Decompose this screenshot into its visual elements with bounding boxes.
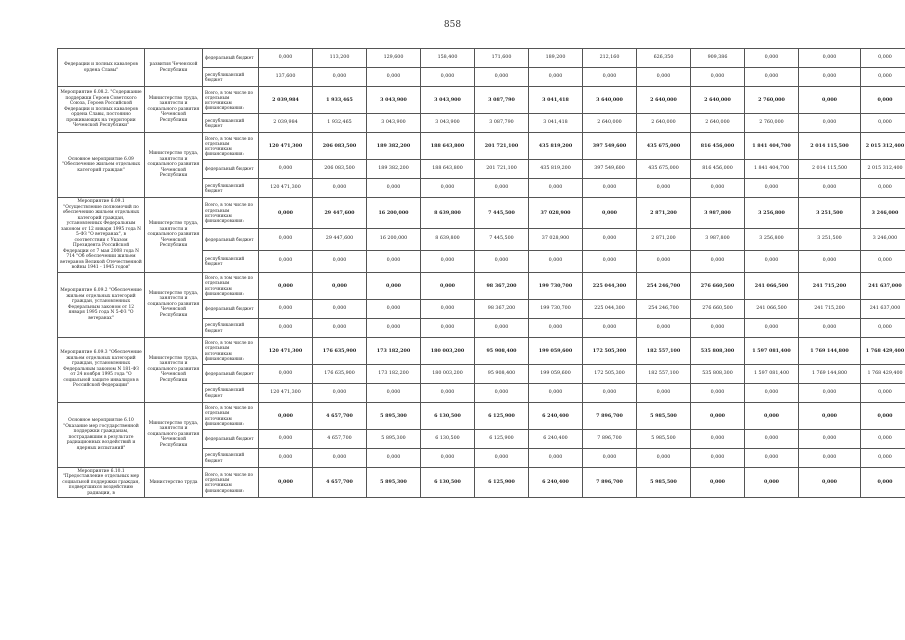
value-cell: 0,000 (259, 198, 313, 229)
value-cell: 0,000 (421, 250, 475, 272)
table-row (58, 49, 905, 68)
value-cell: 0,000 (799, 467, 861, 498)
value-cell: 188 643,800 (421, 133, 475, 160)
measure-cell: Основное мероприятие 6.09 "Обеспечение жильем отдельных категорий граждан" (58, 133, 145, 198)
measure-cell: Мероприятие 6.09.3 "Обеспечение жильем отдельных категорий граждан, установленных Федеральным законом N 181-ФЗ от 24 ноября 1995 года "О социальной защите инвалидов в Российской Федерации" (58, 337, 145, 402)
value-cell: 176 635,900 (313, 337, 367, 364)
source-cell: республиканский бюджет (203, 383, 259, 402)
value-cell: 0,000 (259, 250, 313, 272)
value-cell: 3 256,800 (745, 228, 799, 250)
value-cell: 0,000 (861, 318, 905, 337)
value-cell: 6 125,900 (475, 467, 529, 498)
value-cell: 5 895,300 (367, 402, 421, 429)
source-cell: федеральный бюджет (203, 49, 259, 68)
value-cell: 7 445,500 (475, 198, 529, 229)
value-cell: 0,000 (259, 364, 313, 383)
source-cell: республиканский бюджет (203, 114, 259, 133)
value-cell: 0,000 (861, 179, 905, 198)
value-cell: 0,000 (529, 179, 583, 198)
value-cell: 6 125,900 (475, 429, 529, 448)
value-cell: 0,000 (313, 250, 367, 272)
value-cell: 5 985,500 (637, 402, 691, 429)
value-cell: 241 066,500 (745, 272, 799, 299)
value-cell: 0,000 (861, 49, 905, 68)
value-cell: 0,000 (421, 299, 475, 318)
value-cell: 241 066,500 (745, 299, 799, 318)
value-cell: 0,000 (475, 318, 529, 337)
value-cell: 182 557,100 (637, 337, 691, 364)
value-cell: 2 015 312,400 (861, 160, 905, 179)
value-cell: 0,000 (259, 160, 313, 179)
value-cell: 212,160 (583, 49, 637, 68)
value-cell: 2 640,000 (691, 114, 745, 133)
value-cell: 0,000 (583, 228, 637, 250)
value-cell: 2 871,200 (637, 198, 691, 229)
value-cell: 0,000 (745, 383, 799, 402)
value-cell: 0,000 (529, 68, 583, 87)
value-cell: 199 059,600 (529, 337, 583, 364)
value-cell: 158,400 (421, 49, 475, 68)
value-cell: 0,000 (745, 49, 799, 68)
value-cell: 276 660,500 (691, 272, 745, 299)
value-cell: 2 640,000 (691, 87, 745, 114)
value-cell: 435 675,000 (637, 160, 691, 179)
value-cell: 0,000 (259, 228, 313, 250)
value-cell: 172 505,300 (583, 337, 637, 364)
value-cell: 0,000 (367, 299, 421, 318)
value-cell: 3 041,418 (529, 114, 583, 133)
value-cell: 0,000 (745, 318, 799, 337)
value-cell: 0,000 (475, 383, 529, 402)
value-cell: 0,000 (313, 318, 367, 337)
value-cell: 0,000 (799, 383, 861, 402)
source-cell: республиканский бюджет (203, 250, 259, 272)
value-cell: 0,000 (691, 318, 745, 337)
value-cell: 2 039,984 (259, 114, 313, 133)
measure-cell: Мероприятие 6.08.2. "Содержание поддержки Героев Советского Союза, Героев Российской Федерации и полных кавалеров ордена Славы, постоянно проживающих на территории Чеченской Республики" (58, 87, 145, 133)
value-cell: 0,000 (529, 448, 583, 467)
value-cell: 0,000 (745, 429, 799, 448)
value-cell: 201 721,100 (475, 133, 529, 160)
value-cell: 0,000 (583, 318, 637, 337)
value-cell: 29 447,600 (313, 198, 367, 229)
value-cell: 435 675,000 (637, 133, 691, 160)
value-cell: 435 819,200 (529, 160, 583, 179)
value-cell: 3 987,800 (691, 198, 745, 229)
value-cell: 206 083,500 (313, 133, 367, 160)
value-cell: 3 640,000 (583, 87, 637, 114)
measure-cell: Мероприятие 6.09.1 "Осуществление полномочий по обеспечению жильем отдельных категорий граждан, установленных Федеральным законом от 12 января 1995 года N 5-ФЗ "О ветеранах", в соответствии с Указом Президента Российской Федерации от 7 мая 2008 года N 714 "Об обеспечении жильем ветеранов Великой Отечественной войны 1941 - 1945 годов" (58, 198, 145, 273)
value-cell: 0,000 (367, 318, 421, 337)
value-cell: 0,000 (259, 429, 313, 448)
value-cell: 188 643,800 (421, 160, 475, 179)
source-cell: федеральный бюджет (203, 364, 259, 383)
measure-cell: Федерации и полных кавалеров ордена Славы" (58, 49, 145, 87)
value-cell: 37 028,900 (529, 198, 583, 229)
value-cell: 0,000 (861, 87, 905, 114)
measure-cell: Мероприятие 6.10.1 "Предоставление отдельных мер социальной поддержки граждан, подвергшихся воздействию радиации, в (58, 467, 145, 498)
value-cell: 120 471,300 (259, 179, 313, 198)
value-cell: 3 987,800 (691, 228, 745, 250)
value-cell: 0,000 (799, 402, 861, 429)
value-cell: 3 043,900 (421, 87, 475, 114)
value-cell: 0,000 (637, 250, 691, 272)
table-row (58, 337, 905, 364)
value-cell: 6 130,500 (421, 402, 475, 429)
value-cell: 0,000 (691, 383, 745, 402)
value-cell: 0,000 (799, 429, 861, 448)
value-cell: 0,000 (799, 114, 861, 133)
value-cell: 0,000 (313, 179, 367, 198)
value-cell: 0,000 (421, 272, 475, 299)
value-cell: 6 240,400 (529, 429, 583, 448)
value-cell: 3 251,500 (799, 228, 861, 250)
value-cell: 0,000 (691, 250, 745, 272)
value-cell: 199 730,700 (529, 272, 583, 299)
value-cell: 95 908,400 (475, 337, 529, 364)
value-cell: 206 083,500 (313, 160, 367, 179)
value-cell: 2 640,000 (637, 87, 691, 114)
value-cell: 171,600 (475, 49, 529, 68)
value-cell: 0,000 (421, 318, 475, 337)
table-row (58, 198, 905, 229)
value-cell: 172 505,300 (583, 364, 637, 383)
value-cell: 3 087,790 (475, 114, 529, 133)
responsible-cell: Министерство труда, занятости и социального развития Чеченской Республики (145, 133, 203, 198)
value-cell: 201 721,100 (475, 160, 529, 179)
value-cell: 0,000 (259, 402, 313, 429)
value-cell: 0,000 (691, 402, 745, 429)
value-cell: 0,000 (529, 318, 583, 337)
value-cell: 0,000 (799, 49, 861, 68)
value-cell: 4 657,700 (313, 429, 367, 448)
value-cell: 0,000 (583, 250, 637, 272)
value-cell: 189 382,200 (367, 160, 421, 179)
value-cell: 0,000 (313, 272, 367, 299)
value-cell: 2 014 115,500 (799, 133, 861, 160)
value-cell: 6 240,400 (529, 467, 583, 498)
value-cell: 0,000 (861, 429, 905, 448)
responsible-cell: Министерство труда, занятости и социального развития Чеченской Республики (145, 337, 203, 402)
responsible-cell: развития Чеченской Республики (145, 49, 203, 87)
value-cell: 0,000 (583, 68, 637, 87)
value-cell: 129,600 (367, 49, 421, 68)
value-cell: 137,600 (259, 68, 313, 87)
value-cell: 2 760,000 (745, 114, 799, 133)
value-cell: 0,000 (861, 250, 905, 272)
value-cell: 0,000 (637, 179, 691, 198)
value-cell: 0,000 (637, 383, 691, 402)
value-cell: 5 985,500 (637, 429, 691, 448)
measure-cell: Мероприятие 6.09.2 "Обеспечение жильем отдельных категорий граждан, установленных Федеральным законом от 12 января 1995 года N 5-ФЗ "О ветеранах" (58, 272, 145, 337)
value-cell: 0,000 (259, 467, 313, 498)
value-cell: 29 447,600 (313, 228, 367, 250)
value-cell: 0,000 (259, 49, 313, 68)
value-cell: 0,000 (367, 383, 421, 402)
source-cell: Всего, в том числе по отдельным источникам финансирования: (203, 337, 259, 364)
value-cell: 0,000 (799, 68, 861, 87)
value-cell: 3 043,900 (367, 114, 421, 133)
value-cell: 0,000 (799, 318, 861, 337)
value-cell: 0,000 (799, 448, 861, 467)
value-cell: 98 367,200 (475, 272, 529, 299)
value-cell: 0,000 (637, 318, 691, 337)
value-cell: 0,000 (637, 448, 691, 467)
value-cell: 120 471,300 (259, 337, 313, 364)
value-cell: 3 087,790 (475, 87, 529, 114)
value-cell: 276 660,500 (691, 299, 745, 318)
value-cell: 0,000 (367, 448, 421, 467)
value-cell: 0,000 (367, 68, 421, 87)
value-cell: 7 896,700 (583, 467, 637, 498)
value-cell: 0,000 (259, 448, 313, 467)
value-cell: 0,000 (861, 114, 905, 133)
value-cell: 0,000 (745, 68, 799, 87)
value-cell: 0,000 (421, 448, 475, 467)
source-cell: республиканский бюджет (203, 318, 259, 337)
value-cell: 16 200,000 (367, 198, 421, 229)
value-cell: 0,000 (313, 68, 367, 87)
table-row (58, 87, 905, 114)
page-number: 858 (443, 20, 462, 30)
value-cell: 113,200 (313, 49, 367, 68)
value-cell: 0,000 (529, 250, 583, 272)
value-cell: 0,000 (583, 448, 637, 467)
value-cell: 241 715,200 (799, 299, 861, 318)
value-cell: 4 657,700 (313, 402, 367, 429)
source-cell: республиканский бюджет (203, 448, 259, 467)
value-cell: 225 044,300 (583, 272, 637, 299)
table-row (58, 272, 905, 299)
source-cell: федеральный бюджет (203, 160, 259, 179)
value-cell: 1 769 144,800 (799, 364, 861, 383)
value-cell: 909,386 (691, 49, 745, 68)
value-cell: 816 456,000 (691, 133, 745, 160)
value-cell: 182 557,100 (637, 364, 691, 383)
value-cell: 1 768 429,400 (861, 337, 905, 364)
value-cell: 3 043,900 (421, 114, 475, 133)
value-cell: 0,000 (475, 68, 529, 87)
value-cell: 6 130,500 (421, 429, 475, 448)
value-cell: 1 597 081,400 (745, 364, 799, 383)
value-cell: 0,000 (313, 299, 367, 318)
value-cell: 241 637,000 (861, 299, 905, 318)
source-cell: федеральный бюджет (203, 299, 259, 318)
table-row (58, 402, 905, 429)
value-cell: 95 908,400 (475, 364, 529, 383)
value-cell: 98 367,200 (475, 299, 529, 318)
value-cell: 173 182,200 (367, 364, 421, 383)
value-cell: 0,000 (475, 250, 529, 272)
budget-table (57, 48, 905, 498)
value-cell: 2 015 312,400 (861, 133, 905, 160)
source-cell: федеральный бюджет (203, 228, 259, 250)
value-cell: 180 003,200 (421, 364, 475, 383)
value-cell: 120 471,300 (259, 133, 313, 160)
value-cell: 1 933,465 (313, 87, 367, 114)
value-cell: 3 251,500 (799, 198, 861, 229)
value-cell: 0,000 (861, 383, 905, 402)
value-cell: 0,000 (745, 250, 799, 272)
value-cell: 0,000 (637, 68, 691, 87)
value-cell: 241 637,000 (861, 272, 905, 299)
value-cell: 4 657,700 (313, 467, 367, 498)
value-cell: 397 549,600 (583, 133, 637, 160)
value-cell: 0,000 (583, 179, 637, 198)
value-cell: 7 445,500 (475, 228, 529, 250)
value-cell: 0,000 (799, 179, 861, 198)
value-cell: 0,000 (745, 448, 799, 467)
value-cell: 535 808,300 (691, 364, 745, 383)
value-cell: 0,000 (583, 198, 637, 229)
value-cell: 0,000 (475, 179, 529, 198)
responsible-cell: Министерство труда (145, 467, 203, 498)
value-cell: 0,000 (691, 429, 745, 448)
source-cell: Всего, в том числе по отдельным источникам финансирования: (203, 467, 259, 498)
value-cell: 0,000 (421, 179, 475, 198)
value-cell: 37 028,900 (529, 228, 583, 250)
value-cell: 189,200 (529, 49, 583, 68)
value-cell: 2 871,200 (637, 228, 691, 250)
value-cell: 6 125,900 (475, 402, 529, 429)
value-cell: 199 730,700 (529, 299, 583, 318)
value-cell: 0,000 (799, 87, 861, 114)
value-cell: 2 760,000 (745, 87, 799, 114)
value-cell: 0,000 (691, 179, 745, 198)
value-cell: 0,000 (313, 448, 367, 467)
value-cell: 0,000 (861, 402, 905, 429)
budget-table-body (58, 49, 905, 498)
value-cell: 8 639,800 (421, 228, 475, 250)
value-cell: 0,000 (367, 179, 421, 198)
value-cell: 3 246,000 (861, 198, 905, 229)
value-cell: 1 841 404,700 (745, 133, 799, 160)
responsible-cell: Министерство труда, занятости и социального развития Чеченской Республики (145, 87, 203, 133)
value-cell: 0,000 (745, 402, 799, 429)
value-cell: 5 985,500 (637, 467, 691, 498)
value-cell: 0,000 (259, 272, 313, 299)
value-cell: 1 597 081,400 (745, 337, 799, 364)
value-cell: 6 240,400 (529, 402, 583, 429)
value-cell: 2 640,000 (583, 114, 637, 133)
value-cell: 225 044,300 (583, 299, 637, 318)
value-cell: 0,000 (861, 448, 905, 467)
value-cell: 7 896,700 (583, 402, 637, 429)
value-cell: 0,000 (745, 179, 799, 198)
value-cell: 199 059,600 (529, 364, 583, 383)
source-cell: Всего, в том числе по отдельным источникам финансирования: (203, 402, 259, 429)
value-cell: 816 456,000 (691, 160, 745, 179)
value-cell: 6 130,500 (421, 467, 475, 498)
value-cell: 0,000 (421, 68, 475, 87)
responsible-cell: Министерство труда, занятости и социального развития Чеченской Республики (145, 272, 203, 337)
value-cell: 1 768 429,400 (861, 364, 905, 383)
table-row (58, 467, 905, 498)
value-cell: 0,000 (745, 467, 799, 498)
source-cell: Всего, в том числе по отдельным источникам финансирования: (203, 198, 259, 229)
responsible-cell: Министерство труда, занятости и социального развития Чеченской Республики (145, 402, 203, 467)
value-cell: 2 640,000 (637, 114, 691, 133)
value-cell: 1 932,465 (313, 114, 367, 133)
responsible-cell: Министерство труда, занятости и социального развития Чеченской Республики (145, 198, 203, 273)
value-cell: 1 841 404,700 (745, 160, 799, 179)
value-cell: 16 200,000 (367, 228, 421, 250)
source-cell: Всего, в том числе по отдельным источникам финансирования: (203, 87, 259, 114)
value-cell: 173 182,200 (367, 337, 421, 364)
value-cell: 241 715,200 (799, 272, 861, 299)
value-cell: 0,000 (691, 68, 745, 87)
value-cell: 0,000 (583, 383, 637, 402)
value-cell: 3 256,800 (745, 198, 799, 229)
value-cell: 0,000 (691, 467, 745, 498)
value-cell: 0,000 (691, 448, 745, 467)
value-cell: 2 014 115,500 (799, 160, 861, 179)
value-cell: 180 003,200 (421, 337, 475, 364)
value-cell: 0,000 (529, 383, 583, 402)
value-cell: 435 819,200 (529, 133, 583, 160)
value-cell: 0,000 (799, 250, 861, 272)
value-cell: 535 808,300 (691, 337, 745, 364)
value-cell: 397 549,600 (583, 160, 637, 179)
value-cell: 7 896,700 (583, 429, 637, 448)
value-cell: 0,000 (861, 467, 905, 498)
value-cell: 8 639,800 (421, 198, 475, 229)
value-cell: 2 039,984 (259, 87, 313, 114)
value-cell: 176 635,900 (313, 364, 367, 383)
value-cell: 0,000 (367, 250, 421, 272)
value-cell: 0,000 (367, 272, 421, 299)
value-cell: 3 041,418 (529, 87, 583, 114)
value-cell: 0,000 (421, 383, 475, 402)
value-cell: 3 043,900 (367, 87, 421, 114)
value-cell: 189 382,200 (367, 133, 421, 160)
value-cell: 254 246,700 (637, 272, 691, 299)
table-row (58, 133, 905, 160)
value-cell: 1 769 144,800 (799, 337, 861, 364)
value-cell: 0,000 (861, 68, 905, 87)
source-cell: республиканский бюджет (203, 68, 259, 87)
source-cell: республиканский бюджет (203, 179, 259, 198)
source-cell: федеральный бюджет (203, 429, 259, 448)
value-cell: 0,000 (313, 383, 367, 402)
source-cell: Всего, в том числе по отдельным источникам финансирования: (203, 272, 259, 299)
value-cell: 0,000 (475, 448, 529, 467)
value-cell: 626,350 (637, 49, 691, 68)
value-cell: 254 246,700 (637, 299, 691, 318)
source-cell: Всего, в том числе по отдельным источникам финансирования: (203, 133, 259, 160)
value-cell: 5 895,300 (367, 467, 421, 498)
value-cell: 3 246,000 (861, 228, 905, 250)
value-cell: 0,000 (259, 299, 313, 318)
value-cell: 120 471,300 (259, 383, 313, 402)
value-cell: 0,000 (259, 318, 313, 337)
measure-cell: Основное мероприятие 6.10 "Оказание мер государственной поддержки гражданам, пострадавшим в результате радиационных воздействий и ядерных испытаний" (58, 402, 145, 467)
value-cell: 5 895,300 (367, 429, 421, 448)
